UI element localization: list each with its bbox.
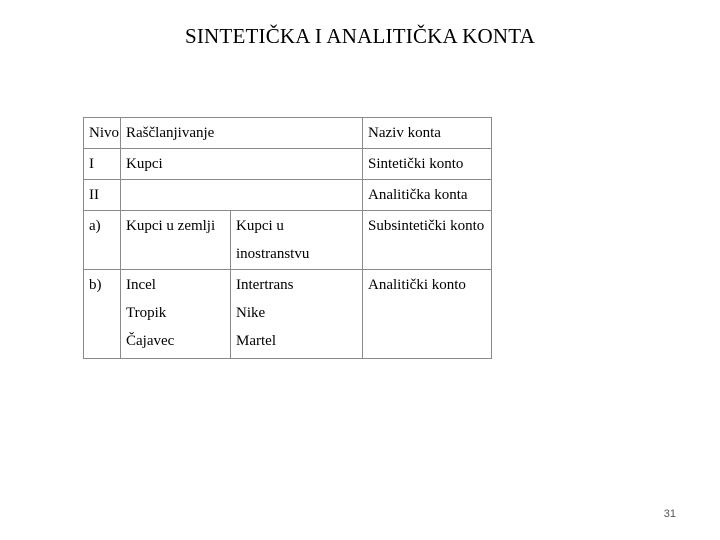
list-item: Martel [236,333,276,349]
table-row [84,149,492,180]
row-rasclanjivanje: Kupci [121,149,363,180]
header-naziv-konta: Naziv konta [363,118,492,149]
table-row [84,211,492,270]
row-rasclanjivanje-2: Kupci u inostranstvu [231,211,363,270]
row-naziv-konta: Analitički konto [363,270,492,359]
table-row [84,180,492,211]
row-nivo: II [84,180,121,211]
list-item: Nike [236,305,266,321]
row-naziv-konta: Subsintetički konto [363,211,492,270]
list-item: Tropik [126,305,167,321]
row-rasclanjivanje-1 [121,270,231,359]
table-row [84,270,492,359]
header-rasclanjivanje: Raščlanjivanje [121,118,363,149]
page-number: 31 [663,508,676,520]
row-naziv-konta: Sintetički konto [363,149,492,180]
row-nivo: a) [84,211,121,270]
row-rasclanjivanje-2 [231,270,363,359]
table-header-row [84,118,492,149]
row-nivo: I [84,149,121,180]
list-item: Čajavec [126,333,175,349]
row-naziv-konta: Analitička konta [363,180,492,211]
row-rasclanjivanje-1 [121,180,231,211]
list-item: Incel [126,277,156,293]
header-nivo: Nivo [84,118,121,149]
list-item: Intertrans [236,277,294,293]
account-levels-table [83,117,492,359]
row-nivo: b) [84,270,121,359]
row-rasclanjivanje-2 [231,180,363,211]
page-title: SINTETIČKA I ANALITIČKA KONTA [184,24,535,48]
row-rasclanjivanje-1: Kupci u zemlji [121,211,231,270]
